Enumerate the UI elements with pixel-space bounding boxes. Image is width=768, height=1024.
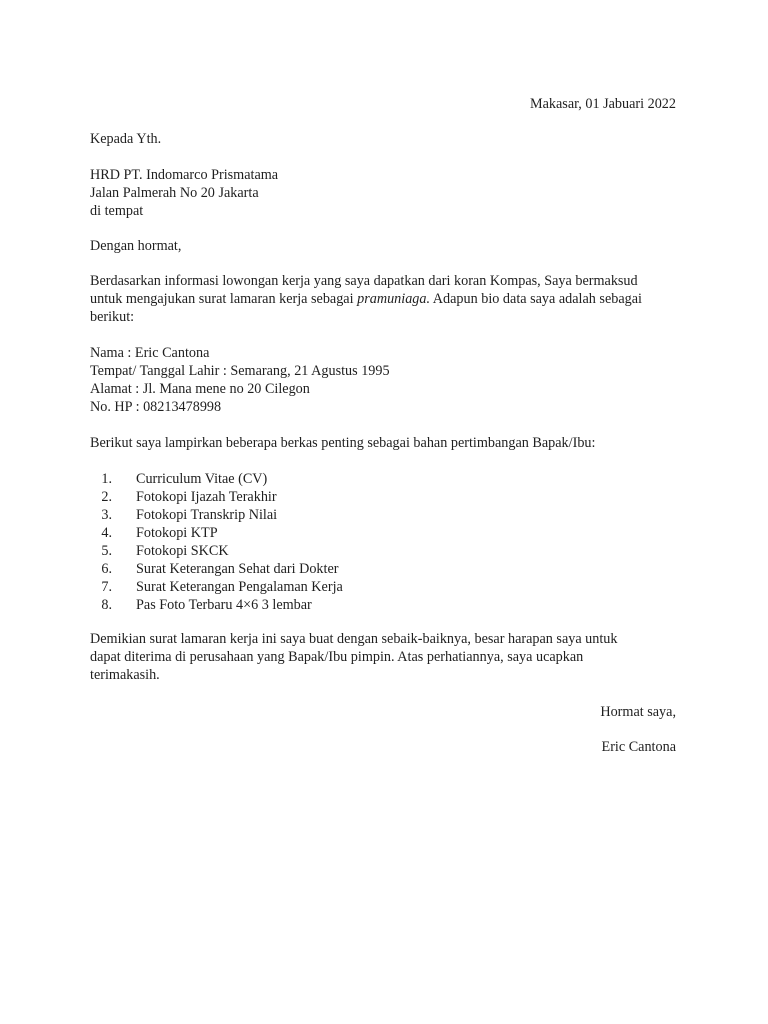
sign-off: Hormat saya, (600, 704, 676, 720)
list-item-number: 4. (101, 525, 112, 541)
list-item-text: Fotokopi SKCK (136, 543, 229, 559)
list-item-text: Surat Keterangan Sehat dari Dokter (136, 561, 339, 577)
list-item (90, 524, 218, 542)
list-item-text: Curriculum Vitae (CV) (136, 471, 268, 487)
list-item (90, 542, 229, 560)
list-item-text: Fotokopi Transkrip Nilai (136, 507, 278, 523)
list-item (90, 488, 277, 506)
list-item (90, 506, 278, 524)
list-item-number: 8. (101, 597, 112, 613)
closing-line-1: Demikian surat lamaran kerja ini saya buat dengan sebaik-baiknya, besar harapan saya untuk (90, 631, 618, 647)
list-item-text: Surat Keterangan Pengalaman Kerja (136, 579, 343, 595)
bio-address: Alamat : Jl. Mana mene no 20 Cilegon (90, 381, 310, 397)
signature-name: Eric Cantona (601, 739, 676, 755)
list-item-number: 1. (101, 471, 112, 487)
recipient-line-2: Jalan Palmerah No 20 Jakarta (90, 185, 259, 201)
list-item-number: 7. (101, 579, 112, 595)
bio-birth: Tempat/ Tanggal Lahir : Semarang, 21 Agustus 1995 (90, 363, 390, 379)
intro-line-2-b: Adapun bio data saya adalah sebagai (430, 291, 642, 307)
list-item-number: 5. (101, 543, 112, 559)
closing-line-3: terimakasih. (90, 667, 160, 683)
bio-name: Nama : Eric Cantona (90, 345, 210, 361)
attachments-list (90, 470, 343, 614)
bio-phone: No. HP : 08213478998 (90, 399, 222, 415)
intro-line-3: berikut: (90, 309, 135, 325)
list-item (90, 560, 339, 578)
intro-line-2-a: untuk mengajukan surat lamaran kerja sebagai (90, 291, 358, 307)
recipient-line-1: HRD PT. Indomarco Prismatama (90, 167, 279, 183)
list-item-text: Pas Foto Terbaru 4×6 3 lembar (136, 597, 312, 613)
attachments-intro: Berikut saya lampirkan beberapa berkas penting sebagai bahan pertimbangan Bapak/Ibu: (90, 435, 596, 451)
list-item-number: 6. (101, 561, 112, 577)
list-item (90, 596, 312, 614)
intro-line-2 (90, 290, 642, 308)
list-item (90, 578, 343, 596)
job-position: pramuniaga. (357, 291, 431, 307)
recipient-line-3: di tempat (90, 203, 144, 219)
letter-date: Makasar, 01 Jabuari 2022 (530, 96, 676, 112)
list-item (90, 470, 268, 488)
list-item-text: Fotokopi Ijazah Terakhir (136, 489, 277, 505)
list-item-text: Fotokopi KTP (136, 525, 218, 541)
closing-line-2: dapat diterima di perusahaan yang Bapak/Ibu pimpin. Atas perhatiannya, saya ucapkan (90, 649, 584, 665)
list-item-number: 3. (101, 507, 112, 523)
list-item-number: 2. (101, 489, 112, 505)
greeting: Dengan hormat, (90, 238, 182, 254)
salutation-to: Kepada Yth. (90, 131, 162, 147)
intro-line-1: Berdasarkan informasi lowongan kerja yang saya dapatkan dari koran Kompas, Saya bermaksud (90, 273, 638, 289)
